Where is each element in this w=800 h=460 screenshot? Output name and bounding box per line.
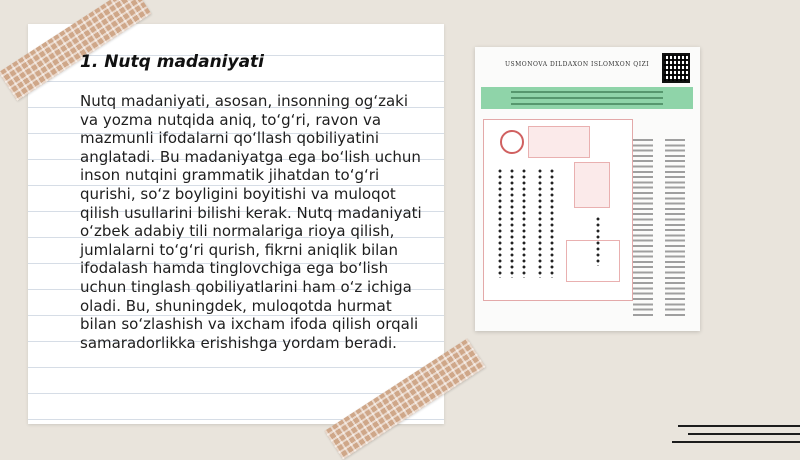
- answer-sheet-image: [475, 47, 700, 331]
- stamp-icon: [500, 130, 524, 154]
- bubble-column: [496, 168, 504, 278]
- decor-line: [688, 433, 800, 435]
- bubble-grid: [483, 119, 633, 301]
- bubble-column: [594, 216, 602, 266]
- info-box: [566, 240, 620, 282]
- slide-heading: 1. Nutq madaniyati: [80, 52, 265, 72]
- bubble-column: [508, 168, 516, 278]
- sheet-header-band: [481, 87, 693, 109]
- answer-key-list: [633, 139, 697, 319]
- bubble-column: [536, 168, 544, 278]
- bubble-column: [548, 168, 556, 278]
- info-box: [574, 162, 610, 208]
- info-box: [528, 126, 590, 158]
- sheet-title: USMONOVA DILDAXON ISLOMXON QIZI: [505, 61, 650, 68]
- bubble-column: [520, 168, 528, 278]
- slide-paragraph: Nutq madaniyati, asosan, insonning og‘zaki va yozma nutqida aniq, to‘g‘ri, ravon va mazmunli ifodalarni qo‘llash qobiliyatini anglatadi. Bu madaniyatga ega bo‘lish uchun inson nutqini grammatik jihatdan to‘g‘ri qurishi, so‘z boyligini boyitishi va muloqot qilish usullarini bilishi kerak. Nutq madaniyati o‘zbek adabiy tili normalariga rioya qilish, jumlalarni to‘g‘ri qurish, fikrni aniqlik bilan ifodalash hamda tinglovchiga ega bo‘lish uchun tinglash qobiliyatlarini ham o‘z ichiga oladi. Bu, shuningdek, muloqotda hurmat bilan so‘zlashish va ixcham ifoda qilish orqali samaradorlikka erishishga yordam beradi.: [80, 92, 422, 352]
- decor-line: [672, 441, 800, 443]
- decor-line: [678, 425, 800, 427]
- qr-code-icon: [662, 53, 690, 83]
